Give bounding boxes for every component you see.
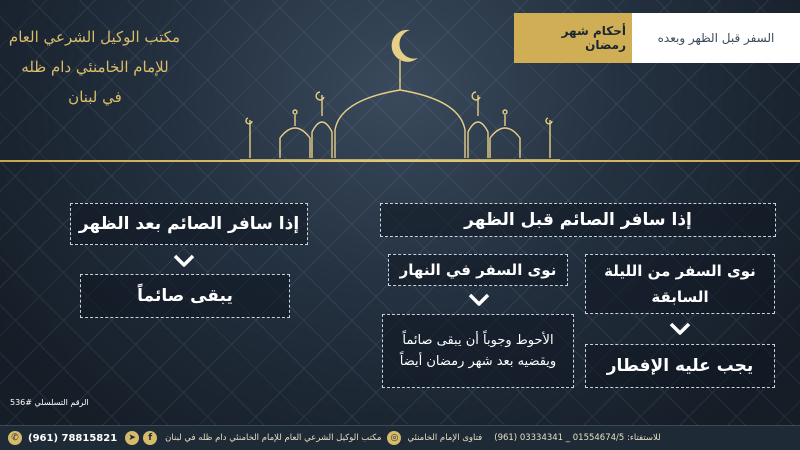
instagram-icon[interactable]: ◎ [387,431,401,445]
case-b-result: الأحوط وجوباً أن يبقى صائماً ويقضيه بعد شهر رمضان أيضاً [399,333,557,369]
telegram-icon[interactable]: ➤ [125,431,139,445]
office-title-line2: للإمام الخامنئي دام ظله [21,58,169,76]
left-result-box [80,274,290,318]
case-a-result-box [585,344,775,388]
footer-bar [0,425,800,450]
footer-office-text: مكتب الوكيل الشرعي العام للإمام الخامنئي دام ظله في لبنان [165,433,382,443]
office-title-line1: مكتب الوكيل الشرعي العام [8,28,180,46]
topic-tag [514,13,800,63]
gold-divider [0,160,800,162]
case-a-label-box [585,254,775,314]
chevron-down-icon [173,254,195,268]
case-b-result-box [382,314,574,388]
left-result: يبقى صائماً [137,286,233,306]
office-title [10,22,180,112]
office-title-line3: في لبنان [68,88,122,106]
chevron-down-icon [468,293,490,307]
footer-instagram-text: فتاوى الإمام الخامنئي [407,433,483,443]
mosque-illustration [240,20,560,165]
left-title: إذا سافر الصائم بعد الظهر [78,214,300,234]
case-a-label: نوى السفر من الليلة السابقة [604,262,756,306]
tag-sub-label: السفر قبل الظهر وبعده [632,13,800,63]
facebook-icon[interactable]: f [143,431,157,445]
whatsapp-icon[interactable]: ✆ [8,431,22,445]
case-a-result: يجب عليه الإفطار [606,356,754,376]
left-title-box [70,203,308,245]
right-title-box [380,203,776,237]
footer-phone: (961) 78815821 [28,432,118,444]
right-title: إذا سافر الصائم قبل الظهر [464,210,692,230]
tag-main-label: أحكام شهر رمضان [514,13,632,63]
footer-inquiry-text: للاستفتاء: 01554674/5 _ 03334341 (961) [494,433,661,443]
case-b-label: نوى السفر في النهار [399,261,557,279]
chevron-down-icon [669,322,691,336]
serial-number: الرقم التسلسلي #536 [10,398,89,407]
case-b-label-box [388,254,568,286]
